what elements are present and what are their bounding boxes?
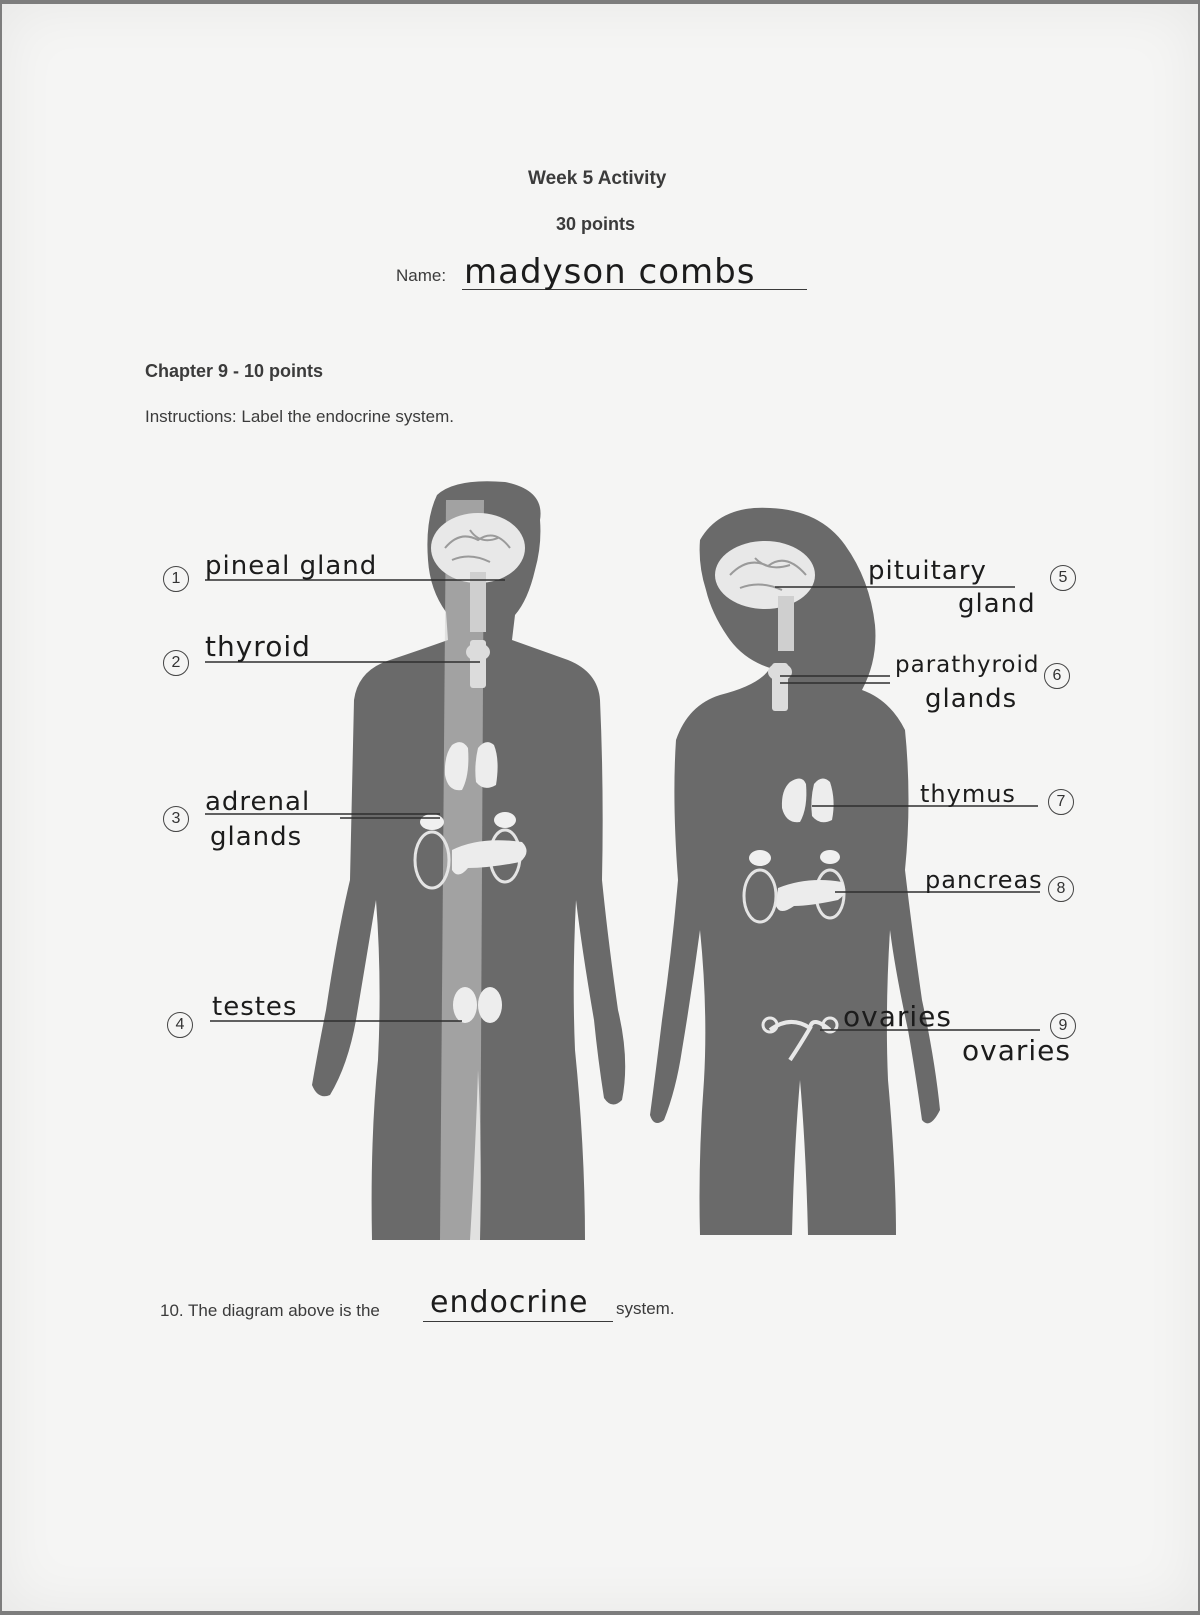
points-total: 30 points [556, 214, 636, 234]
answer-pineal-gland: pineal gland [205, 551, 378, 581]
label-number-9: 9 [1050, 1013, 1076, 1039]
answer-pancreas: pancreas [925, 866, 1043, 894]
answer-thyroid: thyroid [205, 630, 311, 663]
answer-glands-left: glands [210, 822, 303, 852]
label-number-4: 4 [167, 1012, 193, 1038]
label-number-8: 8 [1048, 876, 1074, 902]
answer-ovaries-repeat: ovaries [962, 1034, 1071, 1067]
label-number-6: 6 [1044, 663, 1070, 689]
question-10-prefix: 10. The diagram above is the [160, 1301, 380, 1320]
label-number-1: 1 [163, 566, 189, 592]
instructions-text: Instructions: Label the endocrine system. [145, 407, 454, 426]
answer-thymus: thymus [920, 780, 1016, 808]
answer-pituitary: pituitary [868, 556, 987, 586]
answer-ovaries: ovaries [843, 1000, 952, 1033]
student-name: madyson combs [464, 252, 756, 292]
label-number-2: 2 [163, 650, 189, 676]
section-heading: Chapter 9 - 10 points [145, 361, 324, 381]
worksheet-title: Week 5 Activity [528, 168, 667, 189]
question-10-answer: endocrine [430, 1285, 589, 1320]
answer-glands-right: glands [925, 684, 1018, 714]
answer-testes: testes [212, 992, 298, 1022]
label-number-3: 3 [163, 806, 189, 832]
name-label: Name: [396, 266, 447, 285]
label-number-7: 7 [1048, 789, 1074, 815]
answer-adrenal: adrenal [205, 787, 311, 817]
label-number-5: 5 [1050, 565, 1076, 591]
female-silhouette [650, 508, 940, 1235]
answer-gland-right: gland [958, 589, 1036, 619]
question-10-underline [423, 1321, 613, 1322]
question-10-suffix: system. [616, 1299, 675, 1318]
answer-parathyroid: parathyroid [895, 652, 1040, 678]
